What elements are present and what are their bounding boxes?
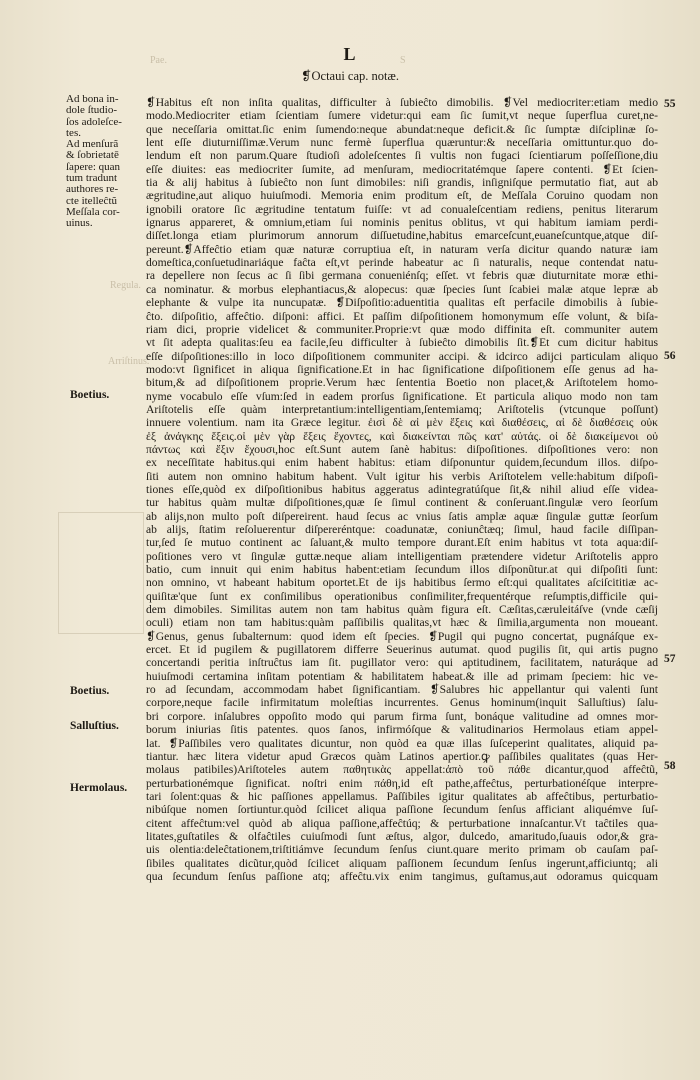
text-line: ægritudine,aut aliquo huiuſmodi. Memoria enim proditum eſt, de Meſſala Coruino quodam non xyxy=(146,189,658,203)
text-line: lat. ❡Paſſibiles vero qualitates dicuntur, non quòd ea quæ illas ſuſceperint qualitates, aliquid pa- xyxy=(146,736,658,750)
text-line: quiſitæ'que ſunt ex conſimilibus operationibus conſimiliter,frequentérque reſumptis,difficile qui- xyxy=(146,589,658,603)
text-line: citent affeĉtum:vel quòd ab aliqua paſſione,affeĉtúq; & perturbatione innaſcantur.Vt taĉtiles qua- xyxy=(146,816,658,830)
chapter-heading: ❡Octaui cap. notæ. xyxy=(301,69,399,83)
text-line: lendum eſt non parum.Quare ſtudioſi adoleſcentes ſi vultis non fugaci ſcientiarum poſſeſſione,diu xyxy=(146,149,658,163)
text-line: non omnino, vt habeant habitum oportet.Et de ijs habitibus ſermo eſt:qui qualitates aſciſcititiæ ac- xyxy=(146,576,658,590)
text-line: poſitiones vero vt ſingulæ guttæ.neque aliam intelligentiam prætendere videtur Ariſtotelis appro xyxy=(146,549,658,563)
margin-note-line: ſapere: quan xyxy=(66,160,121,173)
text-line: huiuſmodi certamina inſitam potentiam & habilitatem habeat.& ille ad primam ſpeciem: hic ve- xyxy=(146,669,658,683)
margin-note-line: Meſſala cor- xyxy=(66,205,120,218)
text-line: modo.Mediocriter etiam ſcientiam ſumere videtur:qui eam ſic ſumit,vt neque ſuperflua curet,ne- xyxy=(146,109,658,123)
note-number: 56 xyxy=(664,350,676,362)
text-line: perturbationémque ſignificat. noſtri enim πάθη,id eſt pathe,affeĉtus, perturbationéſque interpre- xyxy=(146,776,658,790)
text-line: diſſet.longa etiam plurimorum annorum diſſuetudine,habitus emarceſcunt,euaneſcuntque,atque diſ- xyxy=(146,229,658,243)
text-line: Ariſtotelis eſſe quàm interpretantium:intelligentiam,ſentemiamq; Ariſtotelis (vtcunque poſſunt) xyxy=(146,402,658,416)
bleed-through-mark: S xyxy=(400,55,406,66)
text-line: molaus patibiles)Ariſtoteles autem παθητικὰς appellat:ἀπὸ τοῦ πάθε dicantur,quod affeĉtũ, xyxy=(146,763,658,777)
text-line: ercet. Et id pugilem & pugillatorem differre Seuerinus autumat. quod pugilis ſit, qui artis pugno xyxy=(146,643,658,657)
margin-note-line: cte itelleĉtũ xyxy=(66,194,117,207)
text-line: riam dici, proprie videlicet & communiter.Proprie:vt quæ modo diffinita eſt. communiter autem xyxy=(146,322,658,336)
text-line: tur,ſed ſe mutuo continent ac ſaluant,& multo tempore durant.Eſt enim habitus vt tota aqua:diſ- xyxy=(146,536,658,550)
bleed-through-mark: Pae. xyxy=(150,55,167,66)
note-number: 58 xyxy=(664,760,676,772)
side-name-sallustius: Salluſtius. xyxy=(70,720,119,732)
text-line: elephante & vulpe ita nuncupatæ. ❡Diſpoſitio:aduentitia qualitas eſt perfacile dimobilis à ſubie- xyxy=(146,296,658,310)
text-line: ex neceſſitate habitus.qui enim habent habitus: etiam diſponuntur quidem,ſecundum illos. diſpo- xyxy=(146,456,658,470)
text-line: ἐξ ἀνάγκης ἕξεις.οἱ μὲν γὰρ ἕξεις ἔχοντες, καὶ διακείνται πῶς κατ' αὐτάς. οἱ δὲ διακείμενοι οὐ xyxy=(146,429,658,443)
text-line: tia & alij habitus à ſubieĉto non ſunt dimobiles: niſi grandis, inſigniſque permutatio fiat, aut ab xyxy=(146,176,658,190)
margin-note-line: dole ſtudio- xyxy=(66,104,118,117)
text-line: ab alijs,non multo poſt diſpereirent. haud ſecus ac vnius ſatis amplæ aquæ ſingulæ guttæ ſeorſum xyxy=(146,509,658,523)
text-line: ſibiles qualitates dicũtur,quòd ſcilicet aliquam paſſionem ſecundum ſenſus ingerunt,afficiuntq; ali xyxy=(146,856,658,870)
text-line: uis olentia:deleĉtationem,triſtitiámve ſecundum ſenſus ciunt.quare merito primam ob cauſam paſ- xyxy=(146,843,658,857)
margin-note-line: & ſobrietatē xyxy=(66,149,119,162)
text-line: vt ſit adepta qualitas:ſeu ea facile,ſeu difficulter à ſubieĉto dimobilis ſit.❡Et cum dicitur habitus xyxy=(146,336,658,350)
text-line: ignobili oratore ſic ægritudine tentatum fuiſſe: vt ad conualeſcentiam rediens, penitus literarum xyxy=(146,202,658,216)
text-line: domeſtica,conſuetudinariáque faĉta eſt,vt perinde habeatur ac ſi naturalis, neque contendat natu- xyxy=(146,256,658,270)
text-line: litates,guſtatiles & olfaĉtiles cuiuſmodi ſunt æſtus, algor, dulcedo, amaritudo,ſuauis odor,& gra- xyxy=(146,829,658,843)
note-number: 57 xyxy=(664,653,676,665)
text-line: ra depellere non ſecus ac ſi ſibi germana conueniénſq; eſſet. vt febris quæ diuturnitate moræ ethi- xyxy=(146,269,658,283)
bleed-through-mark: Regula. xyxy=(110,280,141,291)
text-line: batio, cum innuit qui enim habitus habent:etiam ſecundum illos diſponũtur.at qui diſpoſiti ſunt: xyxy=(146,563,658,577)
margin-note-line: ſos adoleſce- xyxy=(66,115,122,128)
text-line: πάντως καὶ ἕξιν ἔχουσι,hoc eſt.Sunt autem ſanè habitus: diſpoſitiones. diſpoſitiones vero: non xyxy=(146,442,658,456)
text-line: ca nominatur. & morbus elephantiacus,& alopecus: quæ ſpecies ſunt ſcabiei malæ atque lepræ ab xyxy=(146,282,658,296)
side-name-boetius: Boetius. xyxy=(70,389,110,401)
text-line: ſiti autem non omnino habitum habent. Vult igitur his verbis Ariſtotelem velle:habitum diſpoſi- xyxy=(146,469,658,483)
text-line: nibúſque nomen ſortiuntur.quòd ſcilicet aliqua paſſione ſecundum ſenſus afficiant aliquémve ſuſ- xyxy=(146,803,658,817)
bleed-through-mark: Arriſtinus. xyxy=(108,356,150,367)
text-line: ❡Habitus eſt non inſita qualitas, difficulter à ſubieĉto dimobilis. ❡Vel mediocriter:etiam medio xyxy=(146,96,658,109)
text-line: ignarus appareret, & omnium,etiam ſui nominis penitus oblitus, vt qui habitum iamiam perdi- xyxy=(146,216,658,230)
text-line: eſſe diuites: eas mediocriter ſumite, ad menſuram, mediocritatémque ſapere contenti. ❡Et ſcien- xyxy=(146,162,658,176)
text-line: ro ad ſecundam, accommodam habet ſignificantiam. ❡Salubres hic appellantur qui valenti ſunt xyxy=(146,683,658,697)
text-line: concertandi peritia inſtruĉtus iam ſit. pugillator vero: qui aptitudinem, facilitatem, naturáque ad xyxy=(146,656,658,670)
text-line: tur habitus quàm multæ diſpoſitiones,quæ ſe ſimul continent & conſeruant.ſingulæ vero ſeorſum xyxy=(146,496,658,510)
text-line: nyme vocabulo eſſe vſum:ſed in eadem prorſus ſignificatione. Et particula aliquo modo non tam xyxy=(146,389,658,403)
text-line: borum iniurias ſitis patentes. quos ſanos, infirmóſque & valitudinarios Hermolaus etiam appel- xyxy=(146,723,658,737)
text-line: ab alijs, ſtatim reſoluerentur diſpereréntque: coadunatæ, coniunĉtæq; ſimul, haud facile diſſipan- xyxy=(146,523,658,536)
text-line: ❡Genus, genus ſubalternum: quod idem eſt ſpecies. ❡Pugil qui pugno concertat, pugnáſque ex- xyxy=(146,629,658,643)
margin-note-line: Ad menſurã xyxy=(66,138,119,151)
margin-note xyxy=(66,94,144,230)
body-text xyxy=(146,96,658,883)
margin-note-line: authores re- xyxy=(66,183,119,196)
text-line: que neceſſaria omittat.ſic enim ſumendo:neque abundat:neque deficit.& ſic ſumptæ diſciplinæ ſo- xyxy=(146,122,658,136)
text-line: dem dimobiles. Similitas autem non tam habitus quàm figura eſt. Cæſitas,cæruleitáſve (vnde cæſij xyxy=(146,603,658,617)
margin-note-line: Ad bona in- xyxy=(66,93,119,105)
text-line: bri corpore. inſalubres oppoſito modo qui parum firma ſunt, bonáque valitudine ad omnes mor- xyxy=(146,709,658,723)
side-name-hermolaus: Hermolaus. xyxy=(70,782,128,794)
text-line: ĉto. diſpoſitio, affeĉtio. diſponi: affici. Et paſſim diſpoſitionem homonymum eſſe volunt, & biſa- xyxy=(146,309,658,323)
margin-note-line: uinus. xyxy=(66,217,93,230)
text-line: bitum,& ad diſpoſitionem proprie.Verum hæc ſententia Boetio non placet,& Ariſtotelem homo- xyxy=(146,376,658,390)
text-line: pereunt.❡Affeĉtio etiam quæ naturæ corruptiua eſt, in naturam verſa dicitur quando naturæ iam xyxy=(146,242,658,256)
margin-note-line: tes. xyxy=(66,126,81,139)
text-line: modo:vt ſignificet in aliqua ſignificatione.Et in hac ſignificatione diſpoſitionem eſſe genus ad ha- xyxy=(146,362,658,376)
text-line: tiantur. hæc litera videtur apud Græcos quàm Latinos apertior.ꝙ paſſibiles qualitates (quas Her- xyxy=(146,749,658,763)
text-line: tari ſolent:quas & hic paſſiones appellamus. Paſſibiles igitur qualitates ab affeĉtibus, perturbatio- xyxy=(146,789,658,803)
side-name-boetius: Boetius. xyxy=(70,685,110,697)
margin-note-line: tum tradunt xyxy=(66,172,118,185)
note-number: 55 xyxy=(664,98,676,110)
text-line: innuere volentium. nam ita Græce legitur. ἐισὶ δὲ αἱ μὲν ἕξεις καὶ διαθέσεις, αἱ δὲ διαθέσεις οὐκ xyxy=(146,416,658,430)
folio-number: L xyxy=(343,44,357,64)
text-line: corpore,neque facile infirmitatum moleſtias incurrentes. Genus hominum(inquit Salluſtius) ſalu- xyxy=(146,696,658,710)
text-line: lent eſſe diuturniſſimæ.Verum nunc fermè ſuperflua quæruntur:& neceſſaria omittuntur.quo do- xyxy=(146,136,658,150)
text-line: eſſe diſpoſitiones:illo in loco diſpoſitionem communiter accipi. & idcirco adijci particulam aliquo xyxy=(146,349,658,363)
text-line: oculi) etiam non tam habitus:quàm paſſibilis qualitas,vt hæc & ſimilia,argumenta non moueant. xyxy=(146,616,658,630)
text-line: qua ſecundum ſenſus paſſione atq; affeĉtu.vix enim tangimus, guſtamus,aut odoramus quicquam xyxy=(146,869,658,883)
bleed-through-box xyxy=(58,512,144,634)
text-line: tiones eſſe,quòd ex diſpoſitionibus habitus aggeratus adintegratúſque ſit,& nihil aliud eſſe videa- xyxy=(146,482,658,496)
